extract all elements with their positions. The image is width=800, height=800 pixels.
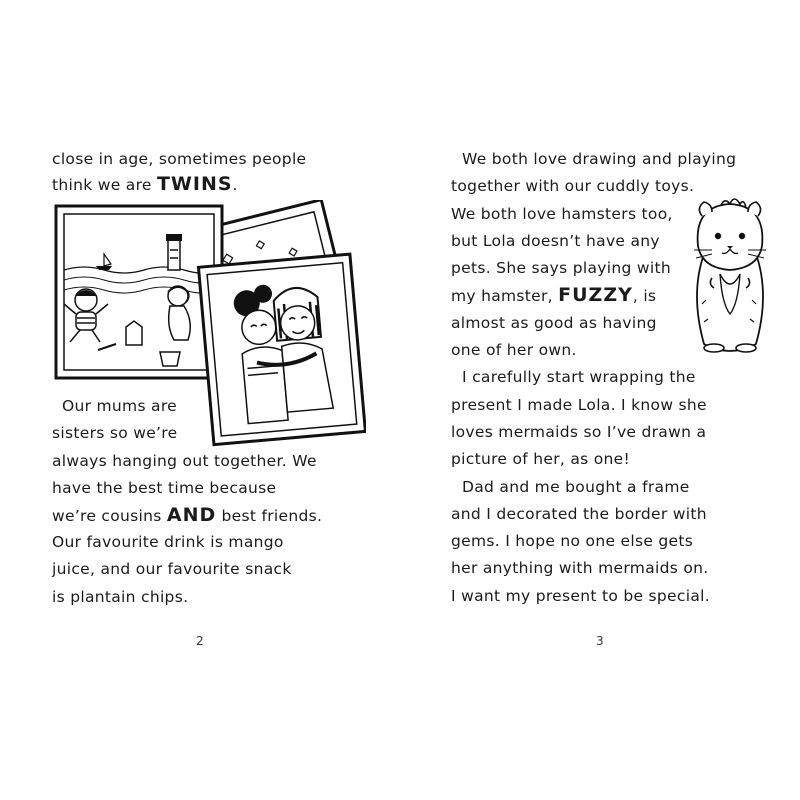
text-line: Dad and me bought a frame [462, 478, 690, 496]
text-line: juice, and our favourite snack [52, 560, 292, 578]
text-line: picture of her, as one! [451, 450, 630, 468]
text-line: together with our cuddly toys. [451, 177, 695, 195]
text-line [52, 505, 322, 526]
text-line: one of her own. [451, 341, 577, 359]
text-fragment: my hamster, [451, 287, 559, 305]
text-line: close in age, sometimes people [52, 150, 307, 168]
text-line: almost as good as having [451, 314, 657, 332]
emphasis-word: TWINS [156, 173, 233, 195]
text-line: pets. She says playing with [451, 259, 671, 277]
text-line: We both love drawing and playing [462, 150, 737, 168]
emphasis-word: FUZZY [558, 284, 633, 306]
text-line: We both love hamsters too, [451, 205, 673, 223]
text-line [52, 174, 238, 195]
text-line: present I made Lola. I know she [451, 396, 707, 414]
text-line: Our favourite drink is mango [52, 533, 284, 551]
text-line: her anything with mermaids on. [451, 559, 709, 577]
text-line [451, 285, 656, 306]
text-fragment: best friends. [216, 507, 323, 525]
text-line: loves mermaids so I’ve drawn a [451, 423, 707, 441]
text-fragment: . [232, 176, 238, 194]
text-line: always hanging out together. We [52, 452, 317, 470]
text-line: Our mums are [62, 397, 178, 415]
hamster-illustration [690, 194, 770, 356]
page-number: 2 [196, 634, 204, 648]
text-fragment: think we are [52, 176, 157, 194]
text-line: gems. I hope no one else gets [451, 532, 694, 550]
page-number: 3 [596, 634, 604, 648]
right-page [400, 0, 800, 800]
text-line: I want my present to be special. [451, 587, 710, 605]
text-line: is plantain chips. [52, 588, 189, 606]
text-fragment: , is [632, 287, 657, 305]
emphasis-word: AND [166, 504, 217, 526]
text-line: I carefully start wrapping the [462, 368, 696, 386]
text-fragment: we’re cousins [52, 507, 167, 525]
text-line: sisters so we’re [52, 424, 178, 442]
text-line: but Lola doesn’t have any [451, 232, 660, 250]
text-line: and I decorated the border with [451, 505, 707, 523]
text-line: have the best time because [52, 479, 277, 497]
